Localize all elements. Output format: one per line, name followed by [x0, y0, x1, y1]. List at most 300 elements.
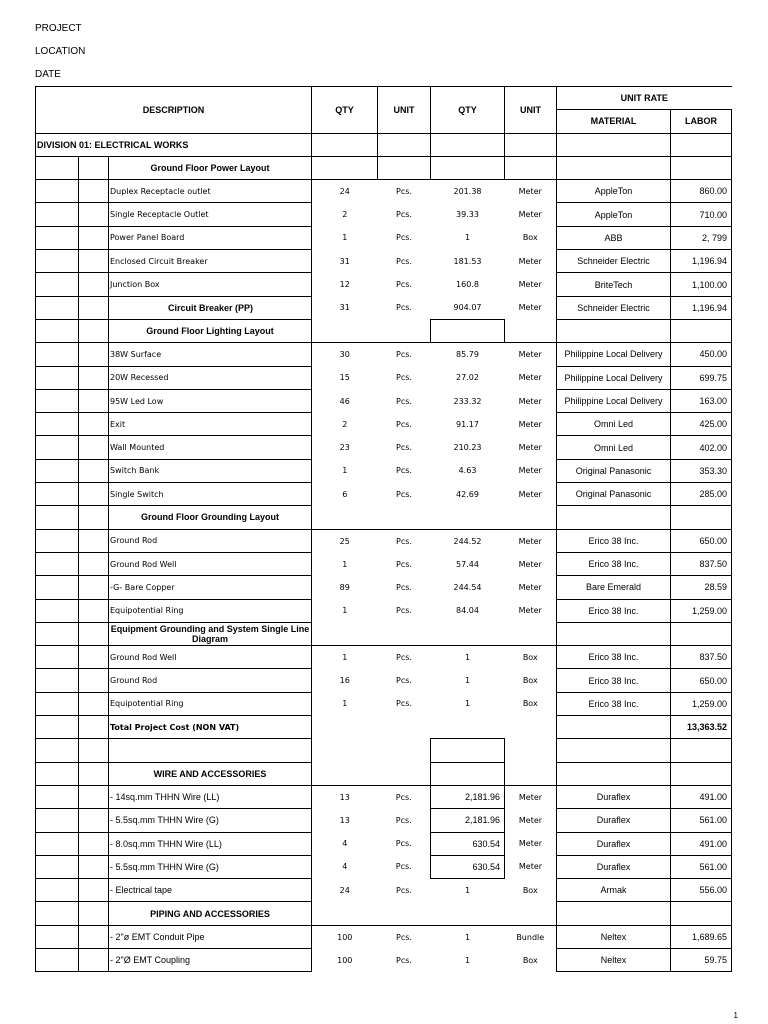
section-title: Ground Floor Lighting Layout: [109, 319, 312, 342]
item-qty-2: 160.8: [456, 280, 479, 290]
table-cell: [312, 319, 378, 342]
item-qty-2: 1: [464, 653, 471, 663]
item-material: Omni Led: [557, 436, 671, 459]
item-labor: 1,259.00: [671, 692, 732, 715]
table-cell: [557, 506, 671, 529]
item-qty: 89: [312, 576, 378, 599]
item-qty-2: 630.54: [431, 855, 505, 878]
table-cell: [378, 506, 431, 529]
item-labor: 491.00: [671, 832, 732, 855]
table-row: [36, 529, 732, 552]
item-material: Armak: [557, 879, 671, 902]
item-qty-2: 91.17: [456, 419, 479, 429]
item-unit-2: Box: [522, 653, 538, 663]
item-description: Power Panel Board: [109, 226, 312, 249]
table-cell: [431, 762, 505, 785]
table-row: [36, 483, 732, 506]
item-unit-2: Meter: [518, 862, 543, 872]
item-qty: 1: [312, 459, 378, 482]
table-row: [36, 552, 732, 575]
item-description: Ground Rod: [109, 529, 312, 552]
table-cell: [79, 459, 109, 482]
section-title: Ground Floor Power Layout: [109, 156, 312, 179]
table-row: [36, 296, 732, 319]
table-cell: [431, 319, 505, 342]
item-unit-2: Meter: [518, 210, 542, 220]
item-qty: 15: [312, 366, 378, 389]
table-cell: [505, 716, 557, 739]
table-row: [36, 879, 732, 902]
item-labor: 860.00: [671, 180, 732, 203]
item-description: - 14sq.mm THHN Wire (LL): [109, 785, 312, 808]
item-qty: 1: [312, 692, 378, 715]
table-cell: [36, 855, 79, 878]
item-description: Single Switch: [109, 483, 312, 506]
table-cell: [557, 319, 671, 342]
table-cell: [36, 436, 79, 459]
item-material: Omni Led: [557, 413, 671, 436]
table-cell: [79, 902, 109, 925]
table-cell: [36, 716, 79, 739]
item-unit-2: Meter: [518, 373, 542, 383]
item-description: Exit: [109, 413, 312, 436]
section-row: [36, 319, 732, 342]
item-unit-2: Meter: [518, 187, 542, 197]
table-row: [36, 646, 732, 669]
item-material: Original Panasonic: [557, 459, 671, 482]
item-qty-2: 181.53: [453, 256, 482, 266]
table-cell: [36, 180, 79, 203]
item-material: Erico 38 Inc.: [557, 552, 671, 575]
item-qty: 100: [312, 925, 378, 948]
item-unit-2: Meter: [518, 396, 542, 406]
division-row: [36, 133, 732, 156]
item-labor: 2, 799: [671, 226, 732, 249]
division-title: DIVISION 01: ELECTRICAL WORKS: [36, 133, 312, 156]
table-cell: [671, 739, 732, 762]
item-qty-2: 244.54: [453, 582, 482, 592]
item-qty: 1: [312, 552, 378, 575]
table-cell: [79, 925, 109, 948]
item-unit-2: Meter: [518, 419, 542, 429]
table-row: [36, 226, 732, 249]
table-cell: [671, 902, 732, 925]
table-cell: [378, 762, 431, 785]
table-cell: [79, 413, 109, 436]
item-qty: 46: [312, 389, 378, 412]
table-cell: [36, 622, 79, 645]
item-description: - 5.5sq.mm THHN Wire (G): [109, 855, 312, 878]
table-cell: [79, 156, 109, 179]
item-unit: Pcs.: [396, 559, 412, 569]
item-unit-2: Meter: [518, 489, 542, 499]
page-number: 1: [733, 1011, 738, 1020]
table-cell: [36, 459, 79, 482]
item-unit: Pcs.: [396, 489, 412, 499]
table-cell: [79, 599, 109, 622]
table-cell: [671, 133, 732, 156]
item-labor: 59.75: [671, 948, 732, 971]
qty-header: QTY: [312, 87, 378, 134]
item-description: Switch Bank: [109, 459, 312, 482]
item-labor: 1,196.94: [671, 250, 732, 273]
table-cell: [79, 762, 109, 785]
item-unit: Pcs.: [396, 653, 412, 663]
table-cell: [36, 203, 79, 226]
item-qty-2: 84.04: [456, 606, 479, 616]
item-qty-2: 27.02: [456, 373, 479, 383]
table-cell: [505, 739, 557, 762]
table-cell: [36, 669, 79, 692]
labor-header: LABOR: [671, 110, 732, 133]
item-material: Duraflex: [557, 809, 671, 832]
table-cell: [79, 506, 109, 529]
item-unit-2: Meter: [518, 443, 542, 453]
table-cell: [36, 692, 79, 715]
table-cell: [505, 902, 557, 925]
table-cell: [557, 762, 671, 785]
item-labor: 710.00: [671, 203, 732, 226]
table-cell: [79, 879, 109, 902]
table-cell: [79, 832, 109, 855]
table-cell: [378, 716, 431, 739]
item-labor: 353.30: [671, 459, 732, 482]
item-unit-2: Meter: [518, 536, 542, 546]
table-cell: [79, 809, 109, 832]
item-unit: Pcs.: [396, 256, 412, 266]
table-cell: [36, 785, 79, 808]
table-row: [36, 809, 732, 832]
item-qty: 1: [312, 599, 378, 622]
item-material: Philippine Local Delivery: [557, 389, 671, 412]
table-cell: [557, 902, 671, 925]
item-unit-2: Meter: [518, 466, 542, 476]
item-qty-2: 233.32: [453, 396, 482, 406]
table-cell: [79, 576, 109, 599]
table-cell: [312, 506, 378, 529]
item-labor: 561.00: [671, 809, 732, 832]
table-cell: [36, 250, 79, 273]
item-description: Junction Box: [109, 273, 312, 296]
item-qty-2: 210.23: [453, 443, 482, 453]
item-unit-2: Box: [522, 676, 538, 686]
item-unit-2: Meter: [518, 815, 543, 825]
item-qty-2: 4.63: [458, 466, 477, 476]
item-unit: Pcs.: [396, 676, 412, 686]
item-description: Wall Mounted: [109, 436, 312, 459]
table-cell: [557, 156, 671, 179]
item-unit-2: Box: [522, 233, 538, 243]
table-row: [36, 436, 732, 459]
table-cell: [557, 622, 671, 645]
table-cell: [79, 855, 109, 878]
item-description: - 2"ø EMT Conduit Pipe: [109, 925, 312, 948]
section-title: PIPING AND ACCESSORIES: [109, 902, 312, 925]
table-cell: [431, 156, 505, 179]
item-qty: 24: [312, 879, 378, 902]
table-cell: [505, 133, 557, 156]
table-cell: [557, 716, 671, 739]
table-cell: [36, 925, 79, 948]
item-unit: Pcs.: [396, 210, 412, 220]
item-qty: 24: [312, 180, 378, 203]
item-unit-2: Box: [522, 955, 538, 965]
item-labor: 450.00: [671, 343, 732, 366]
item-unit: Pcs.: [396, 233, 412, 243]
unit-rate-header: UNIT RATE: [557, 87, 732, 110]
item-qty-2: 39.33: [456, 210, 479, 220]
table-cell: [36, 762, 79, 785]
item-qty: 6: [312, 483, 378, 506]
section-title: Equipment Grounding and System Single Line Diagram: [109, 622, 312, 645]
item-qty: 31: [312, 250, 378, 273]
item-material: BriteTech: [557, 273, 671, 296]
total-value: 13,363.52: [671, 716, 732, 739]
table-cell: [79, 389, 109, 412]
item-unit: Pcs.: [396, 396, 412, 406]
item-material: Duraflex: [557, 855, 671, 878]
item-qty: 13: [312, 785, 378, 808]
item-unit-2: Meter: [518, 582, 542, 592]
item-qty-2: 2,181.96: [431, 785, 505, 808]
table-cell: [36, 366, 79, 389]
date-label: DATE: [35, 69, 61, 80]
table-cell: [312, 902, 378, 925]
item-material: AppleTon: [557, 203, 671, 226]
item-description: Ground Rod Well: [109, 646, 312, 669]
item-unit-2: Meter: [518, 280, 542, 290]
unit-header: UNIT: [378, 87, 431, 134]
table-cell: [36, 413, 79, 436]
item-description: -G- Bare Copper: [109, 576, 312, 599]
item-qty: 4: [312, 855, 378, 878]
item-labor: 1,196.94: [671, 296, 732, 319]
section-title: Ground Floor Grounding Layout: [109, 506, 312, 529]
table-cell: [36, 646, 79, 669]
table-cell: [36, 599, 79, 622]
item-material: Schneider Electric: [557, 250, 671, 273]
table-cell: [36, 483, 79, 506]
item-unit: Pcs.: [395, 815, 412, 825]
item-qty-2: 1: [464, 932, 471, 942]
table-row: [36, 273, 732, 296]
item-qty-2: 1: [464, 699, 471, 709]
item-unit-2: Meter: [518, 839, 543, 849]
item-material: Duraflex: [557, 785, 671, 808]
item-description: Enclosed Circuit Breaker: [109, 250, 312, 273]
table-cell: [36, 879, 79, 902]
table-cell: [312, 762, 378, 785]
table-cell: [431, 902, 505, 925]
item-material: Erico 38 Inc.: [557, 599, 671, 622]
item-unit: Pcs.: [396, 373, 412, 383]
item-labor: 650.00: [671, 669, 732, 692]
item-unit: Pcs.: [396, 885, 412, 895]
item-qty-2: 1: [464, 676, 471, 686]
item-qty: 12: [312, 273, 378, 296]
item-unit: Pcs.: [396, 955, 412, 965]
table-cell: [79, 622, 109, 645]
item-description: Equipotential Ring: [109, 599, 312, 622]
location-label: LOCATION: [35, 46, 86, 57]
table-cell: [36, 343, 79, 366]
item-labor: 837.50: [671, 646, 732, 669]
table-cell: [79, 785, 109, 808]
table-cell: [79, 273, 109, 296]
table-cell: [36, 319, 79, 342]
table-cell: [36, 739, 79, 762]
table-cell: [36, 948, 79, 971]
item-qty: 100: [312, 948, 378, 971]
total-row: [36, 716, 732, 739]
table-row: [36, 832, 732, 855]
table-row: [36, 576, 732, 599]
table-cell: [505, 506, 557, 529]
table-cell: [79, 552, 109, 575]
item-qty: 23: [312, 436, 378, 459]
item-unit: Pcs.: [396, 187, 412, 197]
table-cell: [378, 156, 431, 179]
item-unit: Pcs.: [396, 443, 412, 453]
table-row: [36, 692, 732, 715]
item-labor: 285.00: [671, 483, 732, 506]
item-material: Duraflex: [557, 832, 671, 855]
table-cell: [36, 506, 79, 529]
header-row: [36, 87, 732, 110]
table-cell: [505, 622, 557, 645]
table-row: [36, 948, 732, 971]
item-unit-2: Meter: [518, 606, 542, 616]
table-cell: [378, 902, 431, 925]
table-cell: [36, 529, 79, 552]
item-qty: 4: [312, 832, 378, 855]
item-qty: 1: [312, 646, 378, 669]
table-cell: [557, 739, 671, 762]
item-material: AppleTon: [557, 180, 671, 203]
total-label: Total Project Cost (NON VAT): [109, 716, 312, 739]
item-qty: 2: [312, 413, 378, 436]
item-material: Philippine Local Delivery: [557, 366, 671, 389]
table-cell: [312, 716, 378, 739]
table-cell: [431, 133, 505, 156]
table-cell: [79, 646, 109, 669]
item-unit-2: Bundle: [516, 932, 545, 942]
table-cell: [431, 716, 505, 739]
table-cell: [557, 133, 671, 156]
table-cell: [312, 133, 378, 156]
item-qty: 13: [312, 809, 378, 832]
table-cell: [79, 692, 109, 715]
description-header: DESCRIPTION: [36, 87, 312, 134]
item-unit: Pcs.: [396, 932, 412, 942]
table-cell: [79, 226, 109, 249]
bill-of-materials-table: [35, 86, 732, 972]
table-cell: [79, 180, 109, 203]
item-description: Ground Rod Well: [109, 552, 312, 575]
table-cell: [36, 576, 79, 599]
item-description: - 2"Ø EMT Coupling: [109, 948, 312, 971]
table-cell: [505, 319, 557, 342]
item-material: Bare Emerald: [557, 576, 671, 599]
item-material: Neltex: [557, 925, 671, 948]
item-material: Original Panasonic: [557, 483, 671, 506]
section-title: WIRE AND ACCESSORIES: [109, 762, 312, 785]
section-row: [36, 156, 732, 179]
table-cell: [79, 250, 109, 273]
item-unit: Pcs.: [396, 280, 412, 290]
item-qty-2: 1: [464, 885, 471, 895]
table-cell: [79, 296, 109, 319]
item-description: Circuit Breaker (PP): [109, 296, 312, 319]
item-unit-2: Meter: [518, 792, 543, 802]
table-cell: [36, 226, 79, 249]
table-cell: [671, 506, 732, 529]
table-cell: [378, 133, 431, 156]
item-material: Erico 38 Inc.: [557, 646, 671, 669]
item-qty-2: 57.44: [456, 559, 479, 569]
item-description: 20W Recessed: [109, 366, 312, 389]
table-cell: [79, 716, 109, 739]
table-cell: [79, 436, 109, 459]
table-cell: [79, 529, 109, 552]
table-row: [36, 413, 732, 436]
item-unit: Pcs.: [396, 582, 412, 592]
table-cell: [79, 739, 109, 762]
item-unit: Pcs.: [396, 419, 412, 429]
table-row: [36, 459, 732, 482]
item-material: Neltex: [557, 948, 671, 971]
table-cell: [671, 319, 732, 342]
table-cell: [378, 622, 431, 645]
item-material: Erico 38 Inc.: [557, 669, 671, 692]
table-row: [36, 366, 732, 389]
table-cell: [36, 809, 79, 832]
table-row: [36, 855, 732, 878]
table-row: [36, 785, 732, 808]
item-qty-2: 201.38: [453, 187, 482, 197]
item-unit: Pcs.: [395, 862, 412, 872]
item-qty-2: 1: [464, 233, 471, 243]
qty-header-2: QTY: [431, 87, 505, 134]
blank-row: [36, 739, 732, 762]
item-material: Erico 38 Inc.: [557, 692, 671, 715]
section-row: [36, 506, 732, 529]
table-cell: [79, 669, 109, 692]
unit-header-2: UNIT: [505, 87, 557, 134]
table-cell: [312, 622, 378, 645]
table-cell: [36, 273, 79, 296]
table-cell: [505, 156, 557, 179]
table-row: [36, 203, 732, 226]
table-cell: [671, 762, 732, 785]
item-qty: 1: [312, 226, 378, 249]
table-row: [36, 343, 732, 366]
item-qty: 25: [312, 529, 378, 552]
section-row: [36, 762, 732, 785]
project-label: PROJECT: [35, 23, 82, 34]
item-qty-2: 244.52: [453, 536, 482, 546]
item-unit-2: Meter: [518, 559, 542, 569]
item-material: Schneider Electric: [557, 296, 671, 319]
item-material: Philippine Local Delivery: [557, 343, 671, 366]
item-qty: 16: [312, 669, 378, 692]
item-description: Ground Rod: [109, 669, 312, 692]
table-cell: [378, 739, 431, 762]
item-labor: 28.59: [671, 576, 732, 599]
section-row: [36, 902, 732, 925]
table-cell: [36, 296, 79, 319]
table-row: [36, 180, 732, 203]
